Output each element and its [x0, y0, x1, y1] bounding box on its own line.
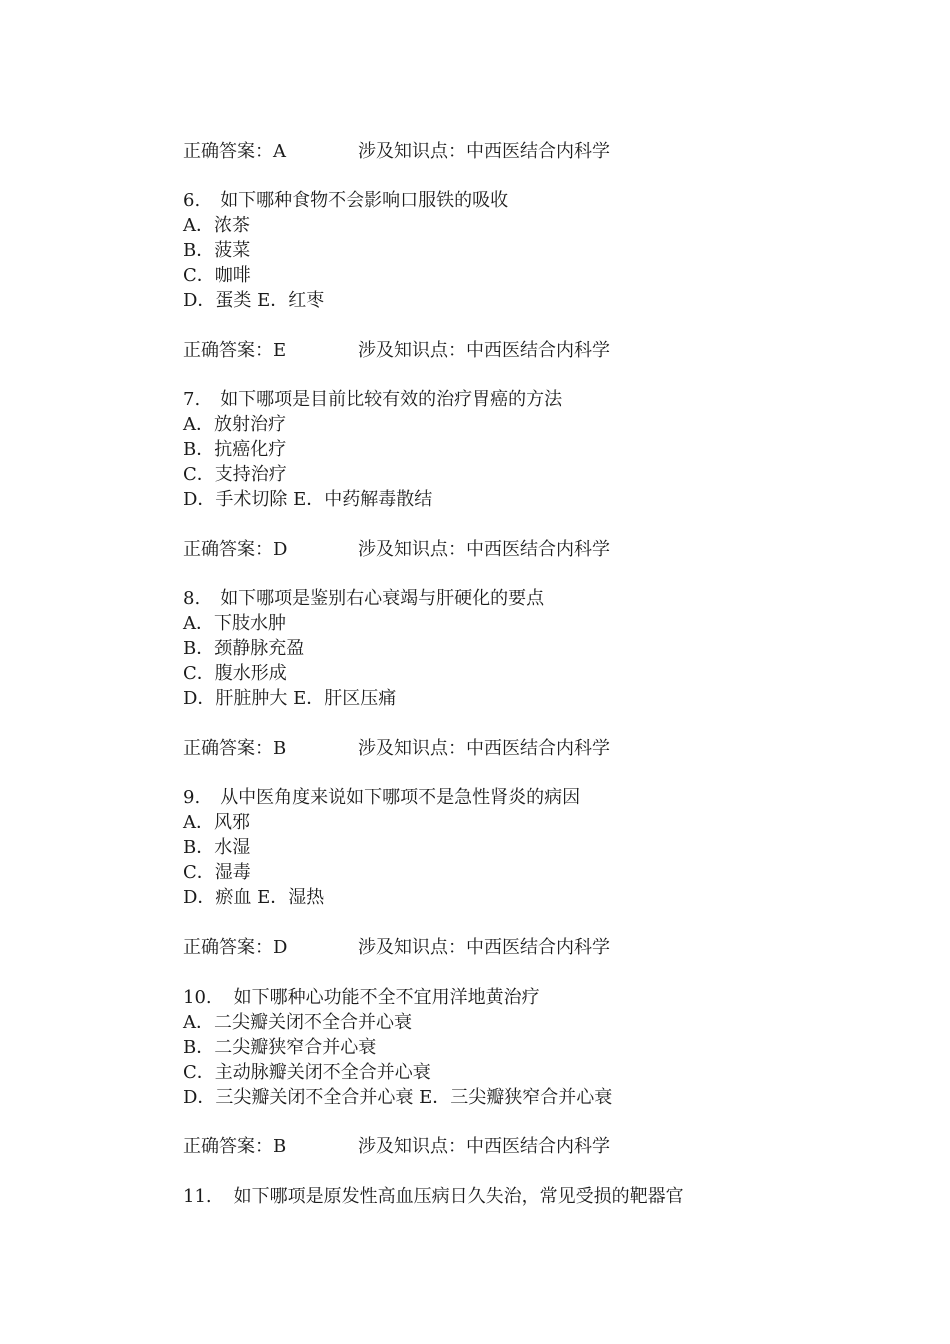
- option-c: C．支持治疗: [183, 464, 287, 485]
- knowledge-point: 涉及知识点：中西医结合内科学: [358, 539, 610, 560]
- option-d-e: D．三尖瓣关闭不全合并心衰 E．三尖瓣狭窄合并心衰: [183, 1087, 613, 1108]
- question-title: [183, 387, 562, 412]
- option-a: A．下肢水肿: [183, 613, 286, 634]
- question-number: 10.: [183, 987, 212, 1008]
- knowledge-point: 涉及知识点：中西医结合内科学: [358, 937, 610, 958]
- question-text: 如下哪项是目前比较有效的治疗胃癌的方法: [220, 389, 563, 410]
- correct-answer: 正确答案：D: [183, 937, 288, 958]
- question-text: 如下哪种食物不会影响口服铁的吸收: [220, 190, 509, 211]
- question-text: 从中医角度来说如下哪项不是急性肾炎的病因: [220, 787, 581, 808]
- option-b: B．抗癌化疗: [183, 439, 287, 460]
- answer-line: [183, 537, 610, 562]
- option-d-e: D．蛋类 E．红枣: [183, 290, 325, 311]
- question-title: [183, 1184, 684, 1209]
- question-number: 9.: [183, 787, 201, 808]
- answer-line: [183, 1134, 610, 1159]
- option-b: B．菠菜: [183, 240, 251, 261]
- option-c: C．腹水形成: [183, 663, 287, 684]
- answer-line: [183, 338, 610, 363]
- question-title: [183, 985, 540, 1010]
- option-a: A．二尖瓣关闭不全合并心衰: [183, 1012, 412, 1033]
- answer-line: [183, 935, 610, 960]
- question-number: 11.: [183, 1186, 212, 1207]
- correct-answer: 正确答案：B: [183, 1136, 287, 1157]
- question-number: 8.: [183, 588, 201, 609]
- option-c: C．主动脉瓣关闭不全合并心衰: [183, 1062, 431, 1083]
- question-title: [183, 586, 544, 611]
- option-d-e: D．肝脏肿大 E．肝区压痛: [183, 688, 397, 709]
- option-d-e: D．手术切除 E．中药解毒散结: [183, 489, 433, 510]
- knowledge-point: 涉及知识点：中西医结合内科学: [358, 1136, 610, 1157]
- correct-answer: 正确答案：E: [183, 340, 287, 361]
- option-b: B．二尖瓣狭窄合并心衰: [183, 1037, 377, 1058]
- question-title: [183, 188, 508, 213]
- option-b: B．颈静脉充盈: [183, 638, 305, 659]
- option-a: A．浓茶: [183, 215, 250, 236]
- correct-answer: 正确答案：B: [183, 738, 287, 759]
- question-number: 6.: [183, 190, 201, 211]
- correct-answer: 正确答案：A: [183, 141, 286, 162]
- option-a: A．放射治疗: [183, 414, 286, 435]
- correct-answer: 正确答案：D: [183, 539, 288, 560]
- knowledge-point: 涉及知识点：中西医结合内科学: [358, 738, 610, 759]
- option-a: A．风邪: [183, 812, 250, 833]
- option-c: C．咖啡: [183, 265, 251, 286]
- question-title: [183, 785, 580, 810]
- knowledge-point: 涉及知识点：中西医结合内科学: [358, 141, 610, 162]
- question-number: 7.: [183, 389, 201, 410]
- option-d-e: D．瘀血 E．湿热: [183, 887, 325, 908]
- question-text: 如下哪项是鉴别右心衰竭与肝硬化的要点: [220, 588, 545, 609]
- option-b: B．水湿: [183, 837, 251, 858]
- question-text: 如下哪项是原发性高血压病日久失治，常见受损的靶器官: [233, 1186, 684, 1207]
- question-text: 如下哪种心功能不全不宜用洋地黄治疗: [233, 987, 540, 1008]
- knowledge-point: 涉及知识点：中西医结合内科学: [358, 340, 610, 361]
- option-c: C．湿毒: [183, 862, 251, 883]
- answer-line: [183, 736, 610, 761]
- answer-line: [183, 139, 610, 164]
